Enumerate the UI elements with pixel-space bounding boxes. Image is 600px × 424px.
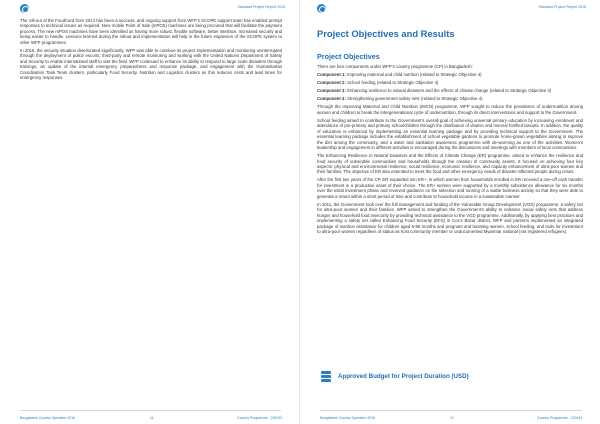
component-item bbox=[317, 88, 583, 93]
coins-stack-icon bbox=[320, 370, 332, 382]
paragraph: The Enhancing Resilience to Natural Disasters and the Effects of Climate Change (ER) programme, aimed to enhance the resilience and food security of vulnerable communities and households through the creation of community assets. It focused on achieving four key aspects: physical and environmental resilience, social resilience, economic resilience, and capacity enhancement of ultra-poor women and their families. The objective of ER also extended to meet the food and other emergency needs of disaster-affected people during crises. bbox=[317, 153, 583, 175]
page-number: 11 bbox=[150, 416, 154, 420]
wfp-logo-icon bbox=[317, 4, 326, 13]
paragraph: In 2016, the security situation deteriorated significantly. WFP was able to continue its project implementation and monitoring uninterrupted through the deployment of police escorts, third-party and remote monitoring and working with the United Nations Department of Safety and Security to enable international staff to visit the field. WFP continued to enhance its ability to respond to large scale disasters through trainings, an update of the internal emergency preparedness and response package, and engagement with the Humanitarian Coordination Task Team clusters, particularly Food Security, Nutrition and Logistics clusters as this reduces costs and lead times for emergency responses. bbox=[20, 47, 282, 81]
header-tag: Standard Project Report 2016 bbox=[538, 5, 586, 9]
component-label: Component 3: bbox=[317, 88, 346, 94]
component-text: School feeding (related to Strategic Objective 4) bbox=[345, 80, 439, 86]
paragraph: The roll-out of the FoodCard from 2014 has been a success, and ongoing support from WFP's SCOPE support team has enabled prompt responses to technical issues as required. New mobile Point of Sale (mPOS) machines are being procured that will facilitate the payment process. The new mPOS machines have been identified as having more robust, flexible software, better interface, increased security and being easier to handle. Lessons learned during the rollout and implementation will help in the future expansion of the SCOPE system to other WFP programmes. bbox=[20, 18, 282, 45]
component-item bbox=[317, 72, 583, 77]
component-label: Component 1: bbox=[317, 72, 346, 78]
paragraph: After the first two years of the CP, ER expanded into ER+, in which women from households enrolled in ER received a one-off cash transfer for investment in a productive asset of their choice. The ER+ women were supported by a monthly subsistence allowance for six months over the initial investment phase and received guidance on the selection and running of a viable business activity so that they were able to generate a return within a short period of time and contribute to household income in a sustainable manner. bbox=[317, 177, 583, 199]
component-label: Component 4: bbox=[317, 96, 346, 102]
footer-project: Country Programme - 200243 bbox=[237, 416, 282, 420]
component-item bbox=[317, 80, 583, 85]
sub-title: Project Objectives bbox=[317, 52, 380, 61]
footer-divider bbox=[320, 410, 582, 411]
component-text: Improving maternal and child nutrition (related to Strategic Objective 4) bbox=[345, 72, 482, 78]
component-text: Enhancing resilience to natural disasters and the effects of climate change (related to Strategic Objective 3) bbox=[345, 88, 552, 94]
component-text: Strengthening government safety nets (related to Strategic Objective 4) bbox=[345, 96, 483, 102]
budget-heading bbox=[320, 370, 469, 382]
wfp-logo-icon bbox=[20, 4, 29, 13]
paragraph: School feeding aimed to contribute to the Government's overall goal of achieving universal primary education by increasing enrolment and attendance of pre-primary and primary schoolchildren through the distribution of vitamin and mineral fortified biscuits. In addition, the quality of education is enhanced by implementing an essential learning package and by providing technical support to the Government. The essential learning package includes the establishment of school vegetable gardens to promote home-grown vegetables aiming to improve the diet among the community, and a water and sanitation awareness programme with de-worming as one of the activities. Women's leadership and engagement in different activities is encouraged during the discussions and meetings with members of local communities. bbox=[317, 117, 583, 150]
footer-divider bbox=[20, 410, 281, 411]
footer-title: Bangladesh Country Operation 2016 bbox=[320, 416, 376, 420]
right-body bbox=[317, 64, 583, 237]
component-label: Component 2: bbox=[317, 80, 346, 86]
header-tag: Standard Project Report 2016 bbox=[237, 5, 285, 9]
intro-text: There are four components under WFP's country programme (CP) in Bangladesh: bbox=[317, 64, 473, 69]
paragraph: Through the Improving Maternal and Child Nutrition (IMCN) programme, WFP sought to reduce the prevalence of undernutrition among women and children to break the intergenerational cycle of undernutrition, through its direct interventions and support to the Government. bbox=[317, 104, 583, 115]
paragraph: In 2011, the Government took over the full management and funding of the Vulnerable Group Development (VGD) programme, a safety net for ultra-poor women and their families. WFP aimed to strengthen the Government's ability to enhance social safety nets that address hunger and household food insecurity by providing technical assistance to the VGD programme. Additionally, by applying best practices and implementing a safety net called Enhancing Food Security (EFS) in Cox's Bazar district, WFP and partners implemented an integrated package of nutrition assistance for children aged 6-59 months and pregnant and lactating women, school feeding, and tools for investment to ultra-poor women regardless of status as host community member or undocumented Myanmar national (not registered refugees). bbox=[317, 201, 583, 235]
footer-title: Bangladesh Country Operation 2016 bbox=[20, 416, 76, 420]
page-number: 12 bbox=[450, 416, 454, 420]
component-item bbox=[317, 96, 583, 101]
left-body bbox=[20, 18, 282, 83]
footer-project: Country Programme - 200243 bbox=[537, 416, 582, 420]
right-page bbox=[300, 0, 600, 424]
section-title: Project Objectives and Results bbox=[317, 28, 455, 39]
budget-label: Approved Budget for Project Duration (USD) bbox=[338, 372, 469, 380]
